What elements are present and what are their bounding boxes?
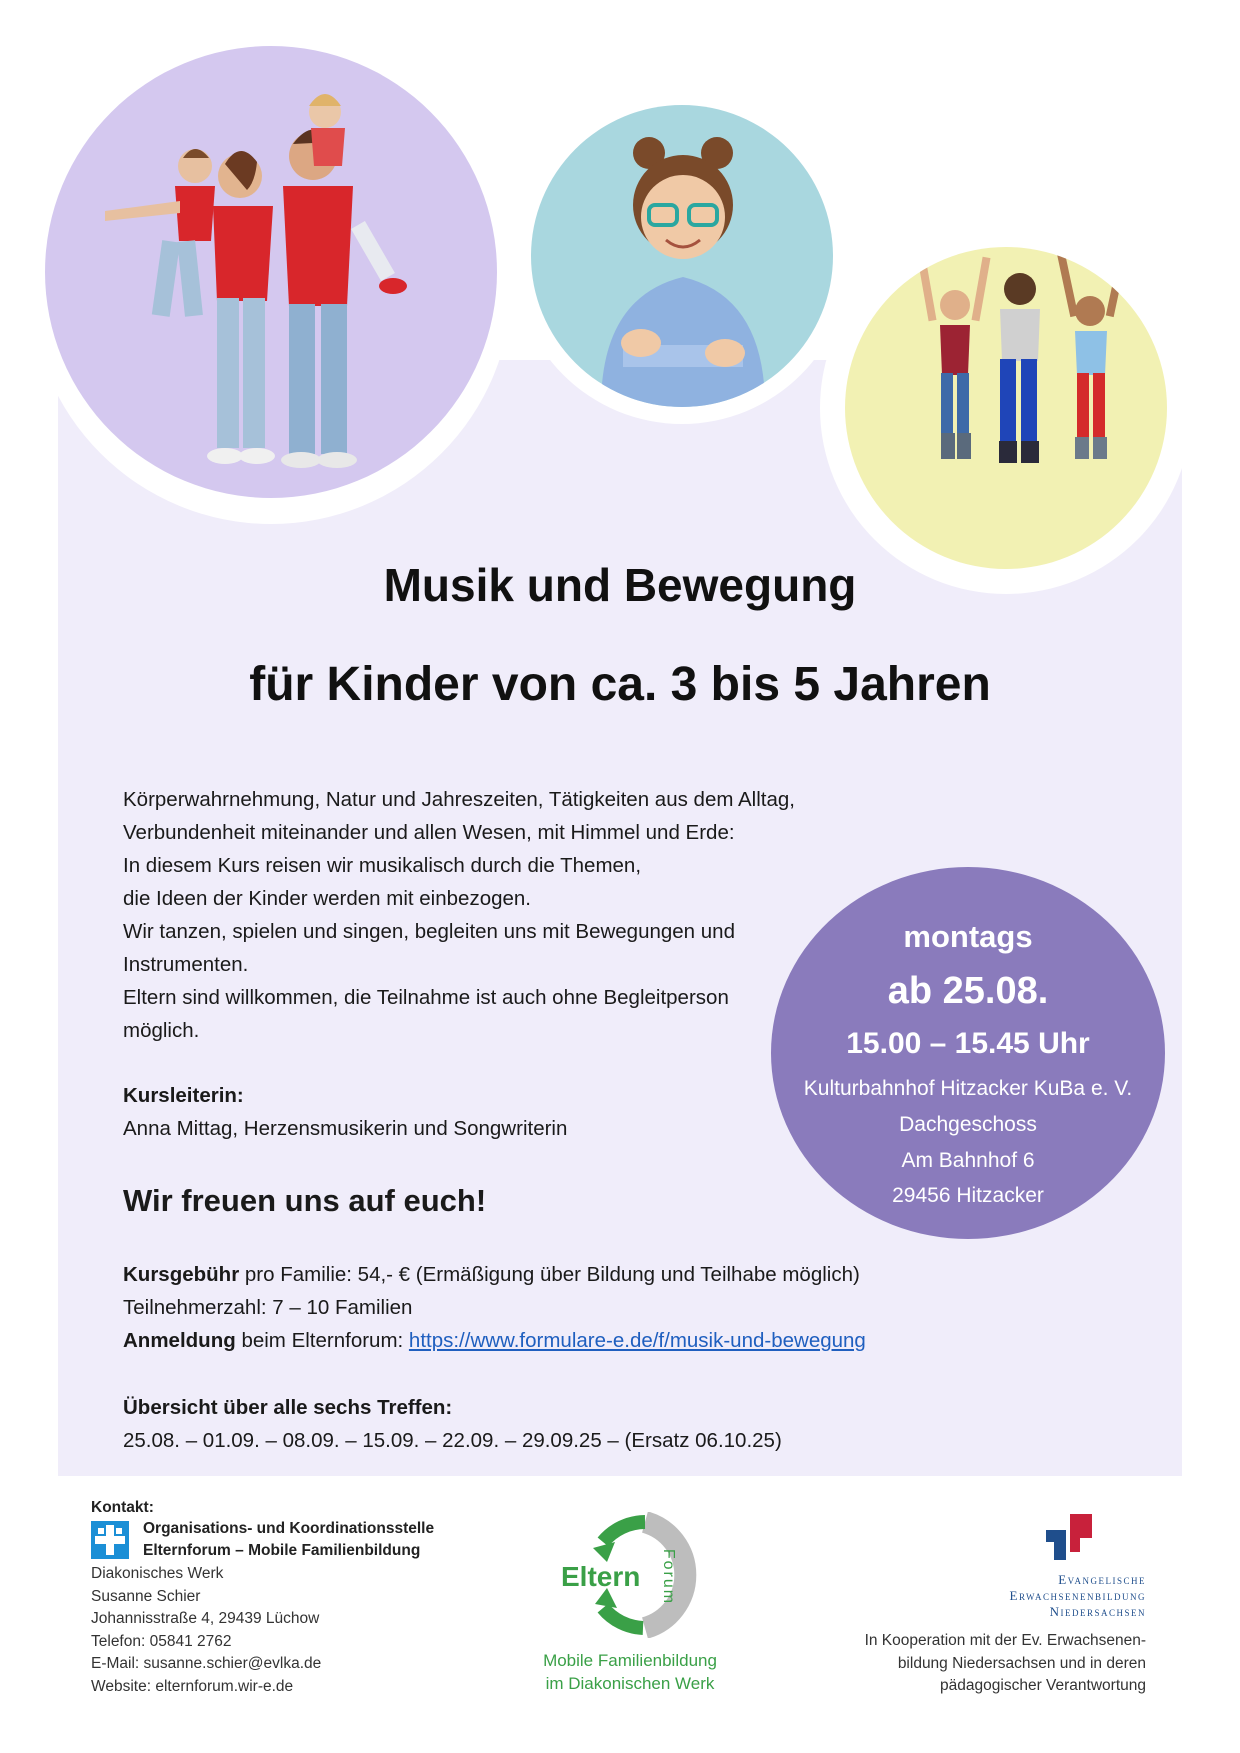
elternforum-logo-word: Eltern (561, 1561, 641, 1592)
description-line: Körperwahrnehmung, Natur und Jahreszeiten, Tätigkeiten aus dem Alltag, (123, 788, 795, 811)
coop-line: In Kooperation mit der Ev. Erwachsenen- (864, 1632, 1146, 1649)
page-subtitle: für Kinder von ca. 3 bis 5 Jahren (249, 658, 991, 711)
eeb-coop-text (820, 1630, 1146, 1698)
leader-label: Kursleiterin: (123, 1084, 244, 1107)
schedule-day: montags (903, 919, 1033, 954)
schedule-floor: Dachgeschoss (899, 1113, 1037, 1136)
leader-name: Anna Mittag, Herzensmusikerin und Songwriterin (123, 1117, 568, 1140)
description-line: die Ideen der Kinder werden mit einbezogen. (123, 887, 531, 910)
coop-line: bildung Niedersachsen und in deren (897, 1654, 1146, 1672)
family-photo (45, 46, 497, 498)
greeting: Wir freuen uns auf euch! (123, 1183, 487, 1218)
eeb-logo-line1: Evangelische (1058, 1572, 1146, 1587)
schedule-venue: Kulturbahnhof Hitzacker KuBa e. V. (803, 1077, 1133, 1100)
contact-line: Johannisstraße 4, 29439 Lüchow (91, 1610, 320, 1627)
eeb-logo-line3: Niedersachsen (1049, 1604, 1146, 1619)
eeb-logo-icon (1044, 1512, 1096, 1564)
coop-line: pädagogischer Verantwortung (940, 1677, 1146, 1694)
fee-line (123, 1258, 866, 1291)
contact-line: Telefon: 05841 2762 (91, 1632, 232, 1650)
description-line: Instrumenten. (123, 953, 249, 976)
dates-overview (123, 1391, 782, 1457)
schedule-time: 15.00 – 15.45 Uhr (846, 1027, 1090, 1060)
description-line: In diesem Kurs reisen wir musikalisch durch die Themen, (123, 854, 642, 877)
contact-details (91, 1563, 321, 1698)
schedule-circle (771, 867, 1165, 1239)
description-line: möglich. (123, 1019, 200, 1042)
fee-label: Kursgebühr (123, 1263, 240, 1286)
contact-label: Kontakt: (91, 1499, 154, 1516)
contact-line: E-Mail: susanne.schier@evlka.de (91, 1655, 322, 1672)
description-line: Eltern sind willkommen, die Teilnahme ist auch ohne Begleitperson (123, 986, 729, 1009)
registration-text: beim Elternforum: (235, 1329, 409, 1352)
page-title: Musik und Bewegung (383, 559, 857, 611)
contact-org-line2: Elternforum – Mobile Familienbildung (143, 1542, 421, 1559)
contact-line: Susanne Schier (91, 1587, 201, 1605)
description-line: Verbundenheit miteinander und allen Wesen, mit Himmel und Erde: (123, 821, 735, 844)
registration-label: Anmeldung (123, 1329, 236, 1352)
eeb-logo-line2: Erwachsenenbildung (1009, 1588, 1146, 1603)
elternforum-logo-vertical: Forum (660, 1548, 678, 1606)
kids-photo (845, 247, 1167, 569)
elternforum-caption-2: im Diakonischen Werk (545, 1674, 715, 1693)
contact-line: Diakonisches Werk (91, 1565, 224, 1582)
diakonie-logo-icon (91, 1521, 129, 1559)
overview-label: Übersicht über alle sechs Treffen: (123, 1396, 453, 1419)
registration-link[interactable]: https://www.formulare-e.de/f/musik-und-bewegung (408, 1329, 866, 1352)
fee-text: pro Familie: 54,- € (Ermäßigung über Bildung und Teilhabe möglich) (239, 1263, 860, 1286)
schedule-street: Am Bahnhof 6 (901, 1149, 1035, 1172)
schedule-start: ab 25.08. (887, 970, 1049, 1012)
course-leader (123, 1079, 567, 1145)
contact-org-line1: Organisations- und Koordinationsstelle (143, 1520, 435, 1537)
course-details (123, 1258, 866, 1357)
participants-line: Teilnehmerzahl: 7 – 10 Familien (123, 1296, 413, 1319)
girl-photo (531, 105, 833, 407)
elternforum-caption-1: Mobile Familienbildung (543, 1651, 717, 1670)
schedule-city: 29456 Hitzacker (892, 1184, 1044, 1207)
registration-line (123, 1324, 866, 1357)
overview-dates: 25.08. – 01.09. – 08.09. – 15.09. – 22.09. – 29.09.25 – (Ersatz 06.10.25) (123, 1429, 782, 1452)
contact-line: Website: elternforum.wir-e.de (91, 1677, 294, 1695)
description-line: Wir tanzen, spielen und singen, begleiten uns mit Bewegungen und (123, 920, 735, 943)
course-description (123, 783, 795, 1047)
